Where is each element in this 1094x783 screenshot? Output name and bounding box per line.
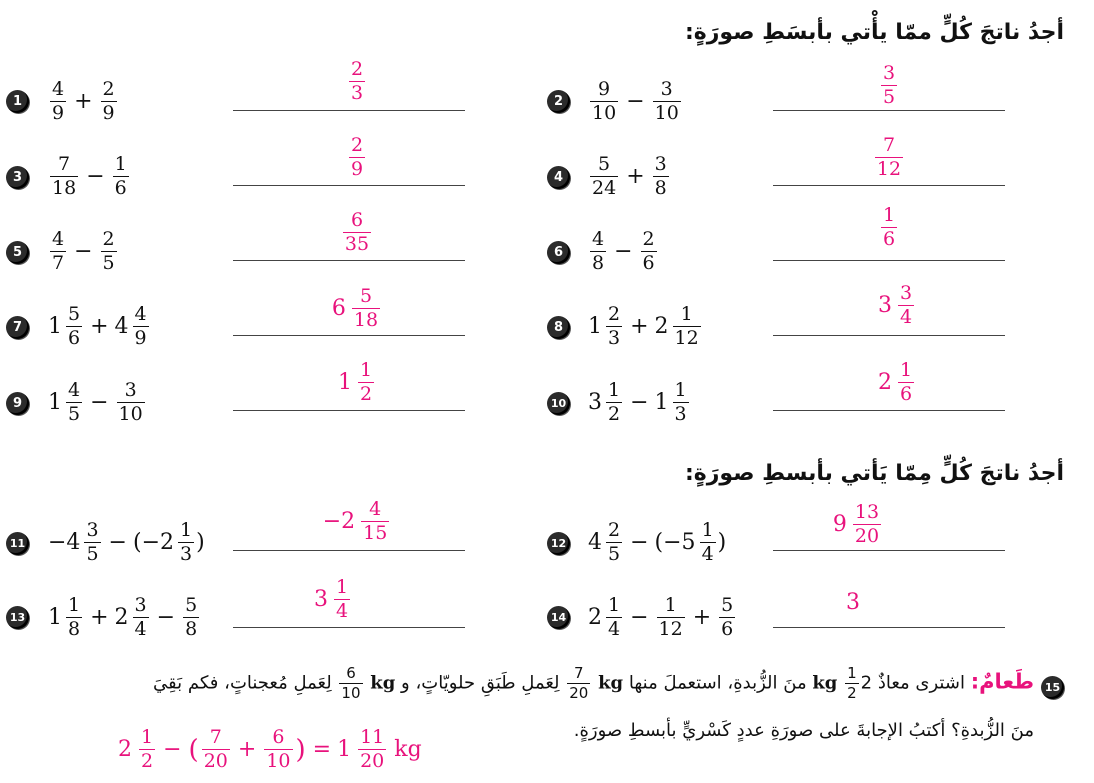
problem-expression: −4 $\frac{3}{5}$ − ( −2 $\frac{1}{3}$ )	[48, 519, 205, 565]
problem-number: 4	[547, 166, 570, 189]
problem-expression: $\frac{5}{24}$ + $\frac{3}{8}$	[592, 153, 667, 199]
problem-number: 9	[6, 392, 29, 415]
problem-15-solution: 2 $\frac{1}{2}$ − ( $\frac{7}{20}$ + $\frac{6}{10}$ ) = 1 $\frac{11}{20}$ kg	[118, 726, 422, 772]
problem-expression: $\frac{4}{9}$ + $\frac{2}{9}$	[52, 78, 115, 124]
answer-line	[233, 335, 465, 336]
word-problem-line-1: طَعامٌ: اشترى معاذٌ kg $\frac{1}{2}$ 2 منَ الزُّبدةِ، استعملَ منها kg $\frac{7}{20}$ لِعَملِ طَبَقِ حلويّاتٍ، و kg $\frac{6}{10}$ لِعَملِ مُعجناتٍ، فكم بَقِيَ	[153, 664, 1034, 702]
section-heading-2: أجدُ ناتجَ كُلٍّ مِمّا يَأتي بأبسطِ صورَةٍ:	[684, 461, 1064, 486]
answer: −2 $\frac{4}{15}$	[322, 498, 388, 544]
answer: $\frac{3}{5}$	[882, 62, 896, 108]
answer: 3	[846, 590, 860, 615]
answer-line	[233, 627, 465, 628]
problem-expression: $\frac{9}{10}$ − $\frac{3}{10}$	[592, 78, 679, 124]
word-problem-line-2: منَ الزُّبدةِ؟ أكتبُ الإجابةَ على صورَةِ عددٍ كَسْريٍّ بأبسطِ صورَةٍ.	[573, 720, 1034, 741]
problem-number: 3	[6, 166, 29, 189]
answer: 3 $\frac{1}{4}$	[313, 576, 349, 622]
answer-line	[773, 110, 1005, 111]
answer: 3 $\frac{3}{4}$	[877, 282, 913, 328]
problem-number: 13	[6, 606, 29, 629]
problem-expression: $\frac{7}{18}$ − $\frac{1}{6}$	[52, 153, 127, 199]
answer-line	[233, 110, 465, 111]
section-heading-1: أجدُ ناتجَ كُلٍّ ممّا يأْتي بأبسَطِ صورَةٍ:	[684, 20, 1064, 45]
answer-line	[773, 335, 1005, 336]
problem-number: 2	[547, 90, 570, 113]
answer: 6 $\frac{5}{18}$	[331, 285, 379, 331]
problem-expression: 1 $\frac{2}{3}$ + 2 $\frac{1}{12}$	[588, 303, 699, 349]
problem-number: 6	[547, 241, 570, 264]
problem-number: 14	[547, 606, 570, 629]
answer: $\frac{2}{9}$	[350, 134, 364, 180]
answer: $\frac{6}{35}$	[344, 209, 370, 255]
problem-expression: 4 $\frac{2}{5}$ − ( −5 $\frac{1}{4}$ )	[588, 519, 727, 565]
problem-number: 7	[6, 316, 29, 339]
problem-expression: $\frac{4}{8}$ − $\frac{2}{6}$	[592, 228, 655, 274]
problem-number: 1	[6, 90, 29, 113]
answer: 9 $\frac{13}{20}$	[832, 501, 880, 547]
answer-line	[233, 185, 465, 186]
problem-number: 10	[547, 392, 570, 415]
problem-number: 8	[547, 316, 570, 339]
problem-number: 5	[6, 241, 29, 264]
problem-number: 15	[1041, 676, 1064, 699]
problem-expression: $\frac{4}{7}$ − $\frac{2}{5}$	[52, 228, 115, 274]
answer-line	[773, 627, 1005, 628]
problem-number: 11	[6, 532, 29, 555]
answer-line	[773, 260, 1005, 261]
answer-line	[773, 185, 1005, 186]
answer: 1 $\frac{1}{2}$	[337, 359, 373, 405]
answer: $\frac{7}{12}$	[876, 134, 902, 180]
problem-expression: 1 $\frac{4}{5}$ − $\frac{3}{10}$	[48, 379, 143, 425]
problem-expression: 1 $\frac{1}{8}$ + 2 $\frac{3}{4}$ − $\frac{5}{8}$	[48, 594, 198, 640]
answer-line	[233, 410, 465, 411]
problem-number: 12	[547, 532, 570, 555]
problem-expression: 3 $\frac{1}{2}$ − 1 $\frac{1}{3}$	[588, 379, 687, 425]
answer-line	[233, 260, 465, 261]
answer: 2 $\frac{1}{6}$	[877, 359, 913, 405]
problem-expression: 2 $\frac{1}{4}$ − $\frac{1}{12}$ + $\frac{5}{6}$	[588, 594, 734, 640]
answer-line	[773, 410, 1005, 411]
answer: $\frac{2}{3}$	[350, 58, 364, 104]
problem-expression: 1 $\frac{5}{6}$ + 4 $\frac{4}{9}$	[48, 303, 147, 349]
answer-line	[773, 550, 1005, 551]
answer-line	[233, 550, 465, 551]
answer: $\frac{1}{6}$	[882, 204, 896, 250]
